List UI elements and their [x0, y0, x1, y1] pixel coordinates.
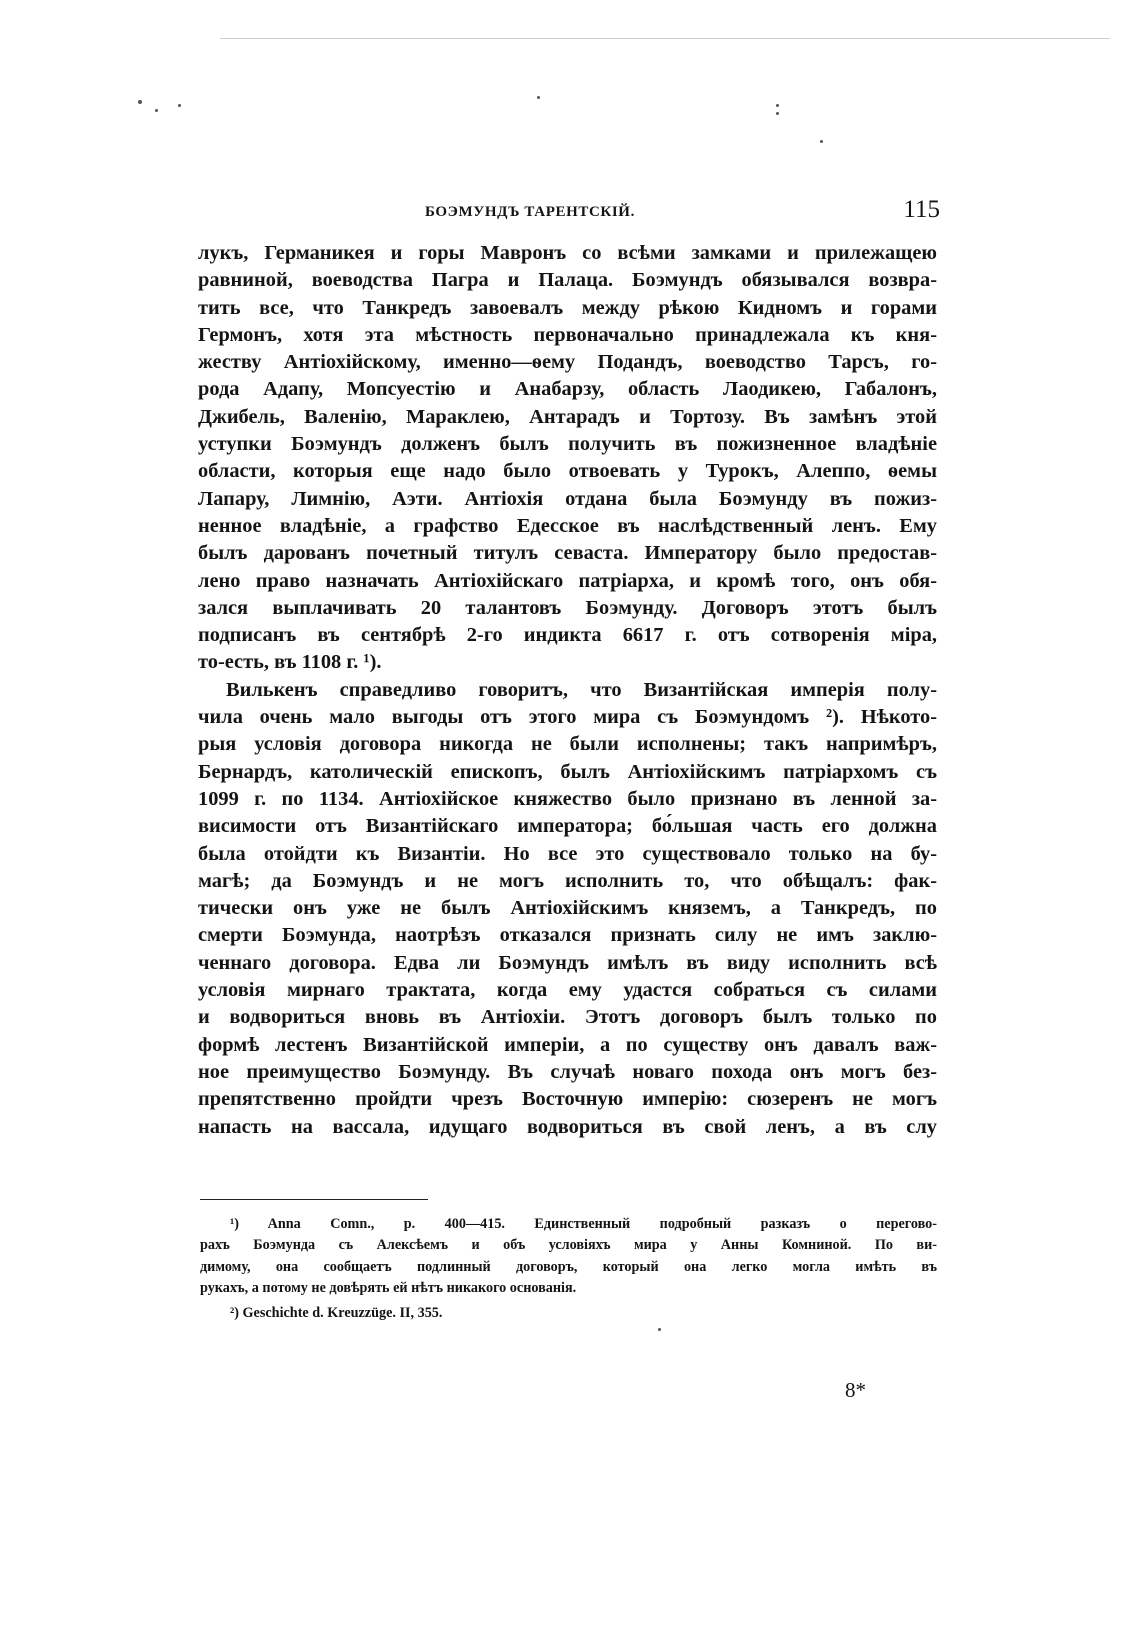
text-line: равниной, воеводства Пагра и Палаца. Боэмундъ обязывался возвра- [198, 269, 937, 292]
text-line: Вилькенъ справедливо говоритъ, что Византійская имперія полу- [226, 678, 937, 701]
text-line: зался выплачивать 20 талантовъ Боэмунду. Договоръ этотъ былъ [198, 596, 937, 619]
text-line: напасть на вассала, идущаго водвориться въ свой ленъ, а въ слу [198, 1115, 937, 1138]
text-line: смерти Боэмунда, наотрѣзъ отказался признать силу не имъ заклю- [198, 924, 937, 947]
scan-speck [658, 1328, 661, 1331]
scan-speck [178, 104, 181, 107]
running-title: БОЭМУНДЪ ТАРЕНТСКІЙ. [425, 204, 635, 220]
footnotes [200, 1214, 937, 1324]
text-line: чила очень мало выгоды отъ этого мира съ Боэмундомъ ²). Нѣкото- [198, 706, 937, 729]
page-number: 115 [903, 196, 940, 223]
footnote-2: ²) Geschichte d. Kreuzzüge. II, 355. [230, 1305, 443, 1322]
text-line: была отойдти къ Византіи. Но все это существовало только на бу- [198, 842, 937, 865]
text-line: Лапару, Лимнію, Аэти. Антіохія отдана была Боэмунду въ пожиз- [198, 487, 937, 510]
text-line: 1099 г. по 1134. Антіохійское княжество было признано въ ленной за- [198, 787, 937, 810]
text-line: формѣ лестенъ Византійской имперіи, а по существу онъ давалъ важ- [198, 1033, 937, 1056]
text-line: Джибель, Валенію, Мараклею, Антарадъ и Тортозу. Въ замѣнъ этой [198, 405, 937, 428]
text-line: и водвориться вновь въ Антіохіи. Этотъ договоръ былъ только по [198, 1006, 937, 1029]
footnote-1-line: димому, она сообщаетъ подлинный договоръ, который она легко могла имѣть въ [200, 1258, 937, 1275]
footnote-1-line: рукахъ, а потому не довѣрять ей нѣтъ никакого основанія. [200, 1279, 577, 1296]
text-line: подписанъ въ сентябрѣ 2-го индикта 6617 г. отъ сотворенія міра, [198, 624, 937, 647]
text-line: магѣ; да Боэмундъ и не могъ исполнить то, что обѣщалъ: фак- [198, 869, 937, 892]
scan-border-line [220, 38, 1110, 39]
text-line: былъ дарованъ почетный титулъ севаста. Императору было предостав- [198, 542, 937, 565]
scan-speck [820, 140, 823, 143]
scan-speck [537, 96, 540, 99]
text-line: лукъ, Германикея и горы Мавронъ со всѣми замками и прилежащею [198, 242, 937, 264]
text-line: то-есть, въ 1108 г. ¹). [198, 651, 382, 674]
scan-speck [776, 112, 779, 115]
text-line: уступки Боэмундъ долженъ былъ получить въ пожизненное владѣніе [198, 433, 937, 456]
footnote-1-line: рахъ Боэмунда съ Алексѣемъ и объ условіяхъ мира у Анны Комниной. По ви- [200, 1237, 937, 1254]
text-line: жеству Антіохійскому, именно—ѳему Подандъ, воеводство Тарсъ, го- [198, 351, 937, 374]
scan-speck [138, 100, 142, 104]
footnote-1-line: ¹) Anna Comn., p. 400—415. Единственный подробный разказъ о перегово- [230, 1216, 937, 1232]
text-line: лено право назначать Антіохійскаго патріарха, и кромѣ того, онъ обя- [198, 569, 937, 592]
scan-speck [155, 109, 158, 112]
text-line: условія мирнаго трактата, когда ему удастся собраться съ силами [198, 979, 937, 1002]
scan-speck [776, 104, 779, 107]
text-line: Бернардъ, католическій епископъ, былъ Антіохійскимъ патріархомъ съ [198, 760, 937, 783]
text-line: ное преимущество Боэмунду. Въ случаѣ новаго похода онъ могъ без- [198, 1060, 937, 1083]
text-line: области, которыя еще надо было отвоевать у Турокъ, Алеппо, ѳемы [198, 460, 937, 483]
text-line: тить все, что Танкредъ завоевалъ между рѣкою Кидномъ и горами [198, 296, 937, 319]
printer-signature-mark: 8* [845, 1378, 866, 1402]
text-line: висимости отъ Византійскаго императора; бо́льшая часть его должна [198, 815, 937, 838]
page-header [200, 196, 940, 230]
text-line: ченнаго договора. Едва ли Боэмундъ имѣлъ въ виду исполнить всѣ [198, 951, 937, 974]
main-text [198, 240, 937, 1141]
text-line: рода Адапу, Мопсуестію и Анабарзу, область Лаодикею, Габалонъ, [198, 378, 937, 401]
text-line: Гермонъ, хотя эта мѣстность первоначально принадлежала къ кня- [198, 323, 937, 346]
text-line: рыя условія договора никогда не были исполнены; такъ напримѣръ, [198, 733, 937, 756]
footnote-divider [200, 1199, 428, 1200]
text-line: препятственно пройдти чрезъ Восточную имперію: сюзеренъ не могъ [198, 1088, 937, 1111]
text-line: ненное владѣніе, а графство Едесское въ наслѣдственный ленъ. Ему [198, 514, 937, 537]
text-line: тически онъ уже не былъ Антіохійскимъ княземъ, а Танкредъ, по [198, 897, 937, 920]
